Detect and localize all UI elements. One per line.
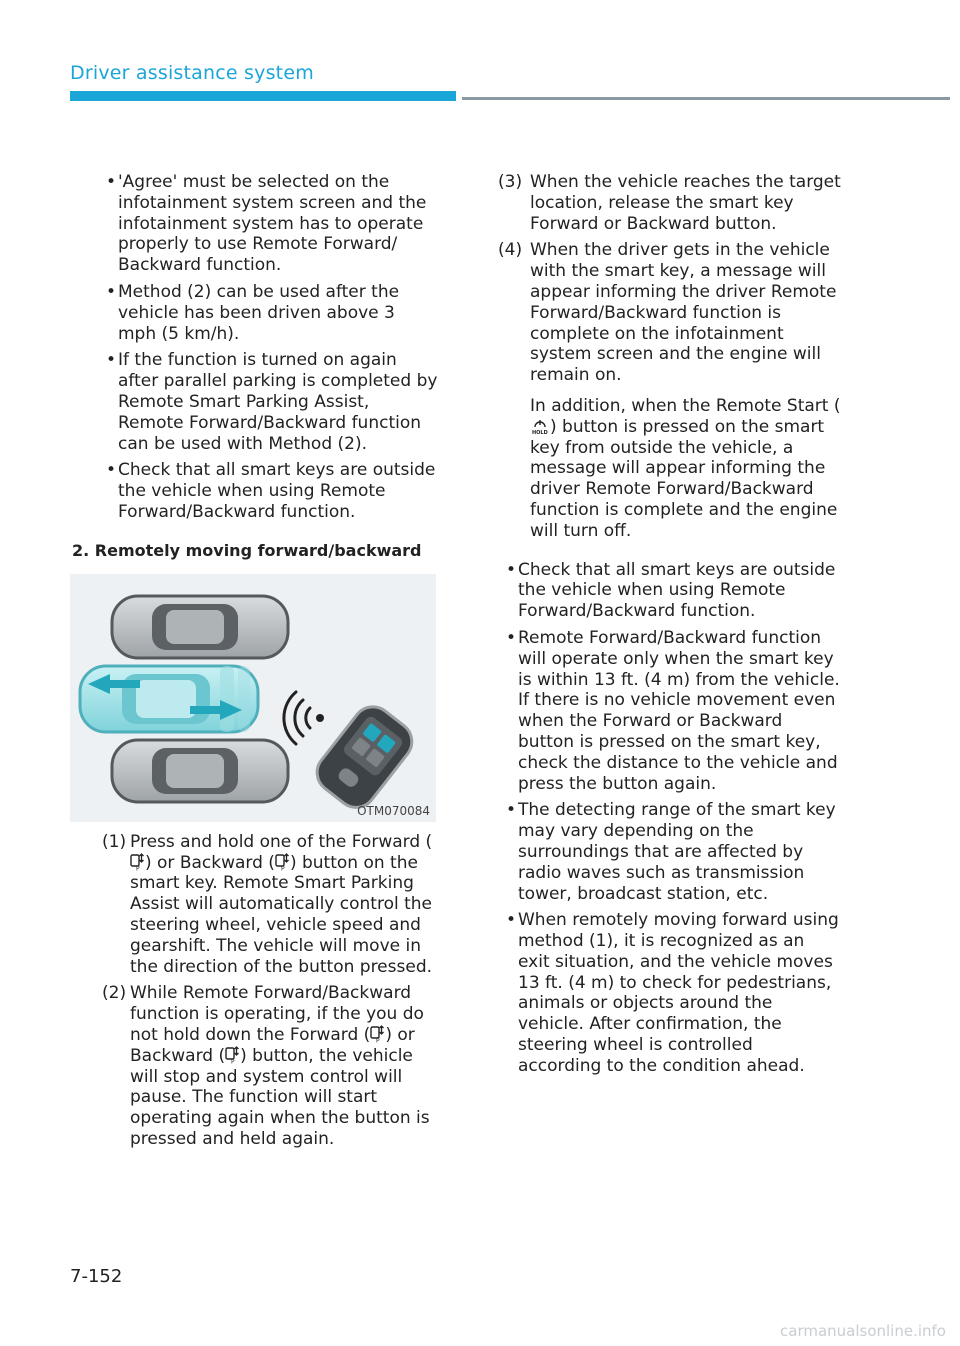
caution-bullet: • When remotely moving forward using method (1), it is recognized as an exit situation, and the vehicle moves 13 ft. (4 m) to check for pedestrians, animals or objects around the vehicle. After confirmation, the steering wheel is controlled according to the condition ahead. bbox=[496, 910, 841, 1076]
caution-bullet: • Remote Forward/Backward function will operate only when the smart key is within 13 ft. (4 m) from the vehicle. If there is no vehicle movement even when the Forward or Backward button is pressed on the smart key, check the distance to the vehicle and press the button again. bbox=[496, 628, 841, 794]
step-text-part: ) button on the smart key. Remote Smart Parking Assist will automatically control the steering wheel, vehicle speed and gearshift. The vehicle will move in the direction of the button pressed. bbox=[130, 852, 433, 977]
step-text-main: When the driver gets in the vehicle with the smart key, a message will appear informing the driver Remote Forward/Backward function is complete on the infotainment system screen and the engine will remain on. bbox=[530, 240, 837, 386]
caution-bullet: • The detecting range of the smart key may vary depending on the surroundings that are affected by radio waves such as transmission tower, broadcast station, etc. bbox=[496, 800, 841, 904]
step-text-part: While Remote Forward/Backward function is operating, if the you do not hold down the Forward ( bbox=[130, 983, 424, 1045]
svg-text:P: P bbox=[231, 1058, 235, 1064]
right-column bbox=[496, 172, 841, 1083]
step-4 bbox=[496, 240, 841, 541]
parked-car-bottom-icon bbox=[112, 740, 288, 802]
step-text-sub bbox=[530, 396, 841, 542]
step-number: (1) bbox=[102, 831, 127, 852]
step-text bbox=[130, 832, 438, 978]
step-text bbox=[130, 983, 438, 1149]
watermark: carmanualsonline.info bbox=[780, 1322, 946, 1340]
step-list-left bbox=[70, 832, 438, 1150]
step-text-part: Press and hold one of the Forward ( bbox=[130, 831, 433, 852]
moving-car-icon bbox=[80, 666, 258, 732]
cars-illustration bbox=[70, 574, 436, 822]
step-2 bbox=[70, 983, 438, 1149]
step-number: (2) bbox=[102, 983, 127, 1004]
step-text-part: ) or Backward ( bbox=[130, 1024, 415, 1066]
page-header-title: Driver assistance system bbox=[70, 62, 314, 84]
caution-bullet-list bbox=[496, 560, 841, 1077]
step-1 bbox=[70, 832, 438, 978]
step-3 bbox=[496, 172, 841, 234]
svg-text:HOLD: HOLD bbox=[532, 429, 548, 435]
left-column bbox=[70, 172, 438, 1156]
remote-parking-figure bbox=[70, 574, 436, 822]
caution-bullet: • Check that all smart keys are outside the vehicle when using Remote Forward/Backward function. bbox=[496, 560, 841, 622]
remote-start-button-icon bbox=[530, 417, 550, 435]
backward-button-icon bbox=[275, 853, 290, 871]
note-bullet-list bbox=[70, 172, 438, 523]
step-number: (3) bbox=[498, 172, 523, 192]
section-title: 2. Remotely moving forward/backward bbox=[72, 540, 422, 560]
note-bullet: • 'Agree' must be selected on the infotainment system screen and the infotainment system has to operate properly to use Remote Forward/ Backward function. bbox=[70, 172, 438, 276]
step-text: When the vehicle reaches the target location, release the smart key Forward or Backward button. bbox=[530, 172, 841, 234]
step-text-part: ) or Backward ( bbox=[145, 852, 275, 873]
parked-car-top-icon bbox=[112, 596, 288, 658]
step-text-part: In addition, when the Remote Start ( bbox=[530, 395, 841, 416]
header-rule-grey bbox=[462, 97, 950, 100]
step-text-part: ) button, the vehicle will stop and system control will pause. The function will start operating again when the button is pressed and held again. bbox=[130, 1045, 430, 1149]
page-number: 7-152 bbox=[70, 1266, 123, 1287]
signal-waves-icon bbox=[284, 692, 324, 744]
step-number: (4) bbox=[498, 240, 523, 261]
backward-button-icon bbox=[225, 1046, 240, 1064]
step-list-right bbox=[496, 172, 841, 542]
forward-button-icon bbox=[370, 1025, 385, 1043]
note-bullet: • Method (2) can be used after the vehicle has been driven above 3 mph (5 km/h). bbox=[70, 282, 438, 344]
note-bullet: • Check that all smart keys are outside the vehicle when using Remote Forward/Backward function. bbox=[70, 460, 438, 522]
svg-text:P: P bbox=[136, 865, 140, 871]
figure-code: OTM070084 bbox=[357, 803, 430, 818]
step-text bbox=[530, 240, 841, 541]
forward-button-icon bbox=[130, 853, 145, 871]
step-text-part: ) button is pressed on the smart key from outside the vehicle, a message will appear informing the driver Remote Forward/Backward function is complete and the engine will turn off. bbox=[530, 416, 838, 541]
note-bullet: • If the function is turned on again after parallel parking is completed by Remote Smart Parking Assist, Remote Forward/Backward function can be used with Method (2). bbox=[70, 350, 438, 454]
smart-key-icon bbox=[309, 699, 420, 816]
svg-text:P: P bbox=[280, 865, 285, 871]
svg-text:P: P bbox=[376, 1037, 380, 1043]
header-rule-blue bbox=[70, 91, 456, 101]
